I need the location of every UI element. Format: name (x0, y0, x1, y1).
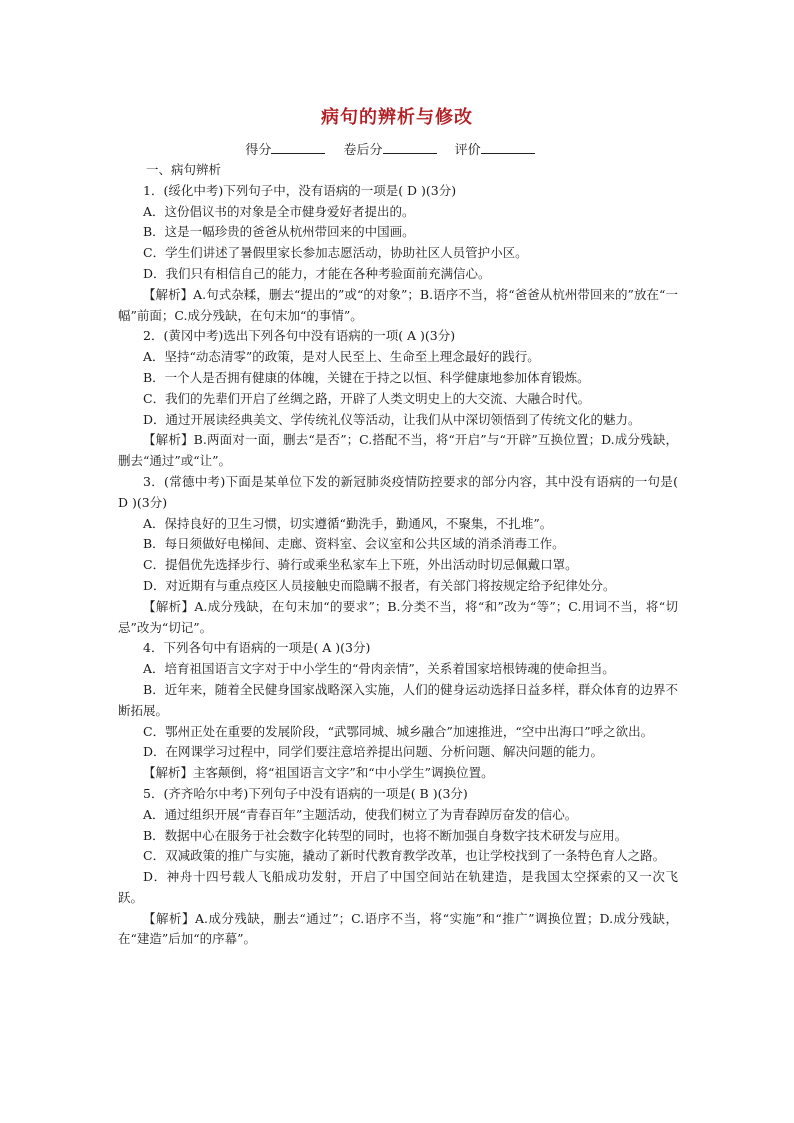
page-title: 病句的辨析与修改 (321, 107, 473, 128)
analysis-5: 【解析】A.成分残缺，删去“通过”；C.语序不当，将“实施”和“推广”调换位置；D.成分残缺，在“建造”后加“的序幕”。 (118, 910, 678, 947)
score-bar (0, 139, 794, 160)
option-5a: A．通过组织开展“青春百年”主题活动，使我们树立了为青春踔厉奋发的信心。 (143, 806, 578, 822)
option-2b: B．一个人是否拥有健康的体魄，关键在于持之以恒、科学健康地参加体育锻炼。 (143, 369, 590, 385)
analysis-1: 【解析】A.句式杂糅，删去“提出的”或“的对象”；B.语序不当，将“爸爸从杭州带回来的”放在“一幅”前面；C.成分残缺，在句末加“的事情”。 (118, 286, 678, 323)
option-3a: A．保持良好的卫生习惯，切实遵循“勤洗手，勤通风，不聚集，不扎堆”。 (143, 515, 553, 531)
analysis-2: 【解析】B.两面对一面，删去“是否”；C.搭配不当，将“开启”与“开辟”互换位置；D.成分残缺，删去“通过”或“让”。 (118, 432, 678, 469)
question-stem-5: 5．(齐齐哈尔中考)下列句子中没有语病的一项是( B )(3分) (143, 785, 468, 801)
analysis-3: 【解析】A.成分残缺，在句末加“的要求”；B.分类不当，将“和”改为“等”；C.用词不当，将“切忌”改为“切记”。 (118, 598, 678, 635)
option-4c: C．鄂州正处在重要的发展阶段，“武鄂同城、城乡融合”加速推进，“空中出海口”呼之欲出。 (143, 723, 654, 739)
post-score-blank (383, 139, 437, 154)
question-list (118, 160, 678, 950)
post-score-label: 卷后分 (343, 143, 383, 158)
option-2a: A．坚持“动态清零”的政策，是对人民至上、生命至上理念最好的践行。 (143, 349, 540, 365)
analysis-4: 【解析】主客颠倒，将“祖国语言文字”和“中小学生”调换位置。 (143, 765, 494, 781)
question-stem-3: 3．(常德中考)下面是某单位下发的新冠肺炎疫情防控要求的部分内容，其中没有语病的一句是( D )(3分) (118, 473, 678, 510)
score-label: 得分 (245, 143, 272, 158)
option-1b: B．这是一幅珍贵的爸爸从杭州带回来的中国画。 (143, 224, 415, 240)
option-1c: C．学生们讲述了暑假里家长参加志愿活动，协助社区人员管护小区。 (143, 245, 528, 261)
option-5b: B．数据中心在服务于社会数字化转型的同时，也将不断加强自身数字技术研发与应用。 (143, 827, 628, 843)
option-4a: A．培育祖国语言文字对于中小学生的“骨肉亲情”，关系着国家培根铸魂的使命担当。 (143, 661, 615, 677)
review-blank (481, 139, 535, 154)
section-heading: 一、病句辨析 (146, 162, 222, 177)
option-4b: B．近年来，随着全民健身国家战略深入实施，人们的健身运动选择日益多样，群众体育的边界不断拓展。 (118, 681, 678, 718)
question-stem-2: 2．(黄冈中考)选出下列各句中没有语病的一项( A )(3分) (143, 328, 456, 344)
option-3b: B．每日须做好电梯间、走廊、资料室、会议室和公共区域的消杀消毒工作。 (143, 536, 565, 552)
option-3c: C．提倡优先选择步行、骑行或乘坐私家车上下班，外出活动时切忌佩戴口罩。 (143, 557, 578, 573)
question-stem-4: 4．下列各句中有语病的一项是( A )(3分) (143, 640, 371, 656)
option-3d: D．对近期有与重点疫区人员接触史而隐瞒不报者，有关部门将按规定给予纪律处分。 (143, 577, 616, 593)
option-5d: D．神舟十四号载人飞船成功发射，开启了中国空间站在轨建造，是我国太空探索的又一次飞跃。 (118, 869, 678, 905)
option-4d: D．在网课学习过程中，同学们要注意培养提出问题、分析问题、解决问题的能力。 (143, 744, 604, 760)
option-1d: D．我们只有相信自己的能力，才能在各种考验面前充满信心。 (143, 265, 491, 281)
review-label: 评价 (454, 143, 481, 158)
option-5c: C．双减政策的推广与实施，撬动了新时代教育教学改革，也让学校找到了一条特色育人之路。 (143, 848, 666, 864)
question-stem-1: 1．(绥化中考)下列句子中，没有语病的一项是( D )(3分) (143, 182, 457, 198)
option-1a: A．这份倡议书的对象是全市健身爱好者提出的。 (143, 203, 415, 219)
option-2c: C．我们的先辈们开启了丝绸之路，开辟了人类文明史上的大交流、大融合时代。 (143, 390, 591, 406)
option-2d: D．通过开展读经典美文、学传统礼仪等活动，让我们从中深切领悟到了传统文化的魅力。 (143, 411, 641, 427)
score-blank (271, 139, 325, 154)
